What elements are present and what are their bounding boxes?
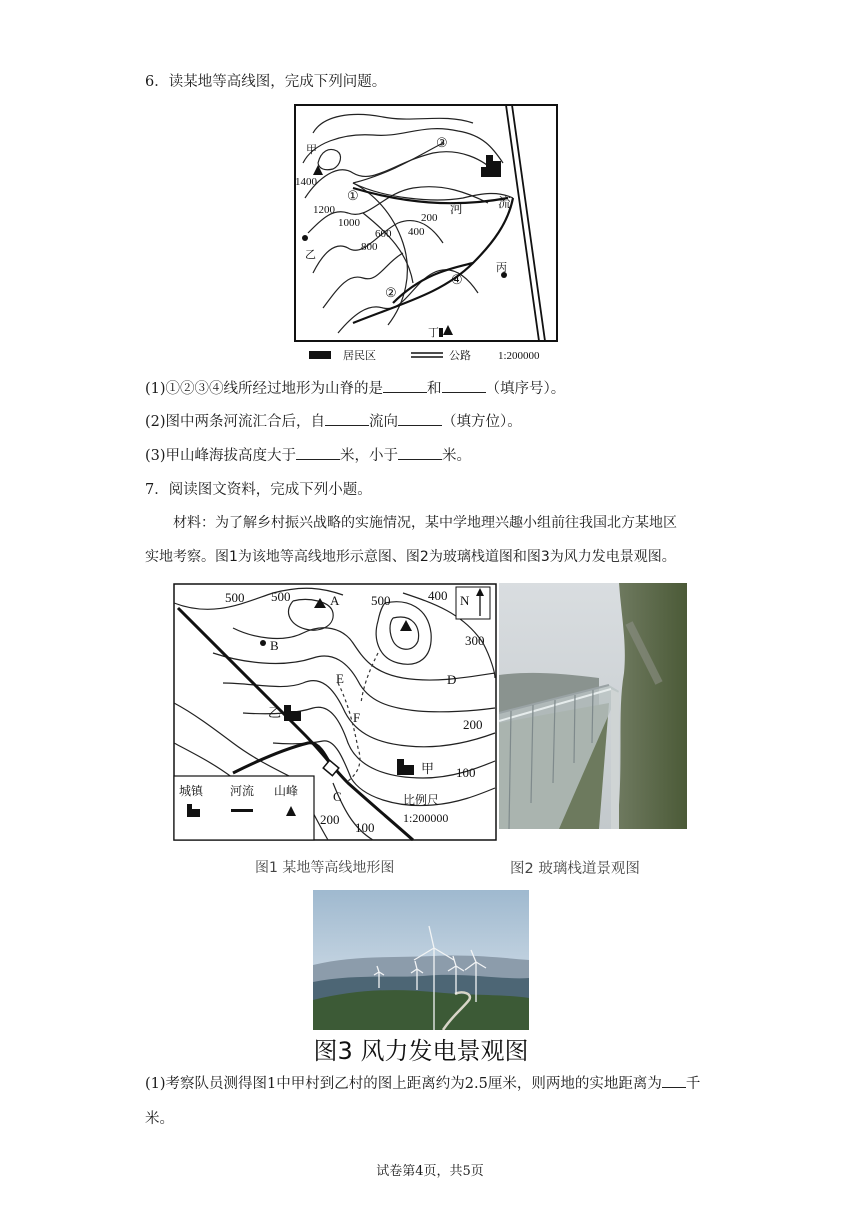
answer-blank[interactable] <box>325 411 369 426</box>
q6-scale: 1:200000 <box>498 350 540 362</box>
q6-label-ding: 丁 <box>428 327 439 339</box>
q7-fig3-wind-power-photo <box>313 890 529 1030</box>
fig1-contour-500-a: 500 <box>225 590 245 605</box>
fig1-contour-100-b: 100 <box>355 820 375 835</box>
answer-blank[interactable] <box>383 378 427 393</box>
page-footer: 试卷第4页，共5页 <box>376 1164 484 1179</box>
q6-line-4: ④ <box>451 272 463 287</box>
q6-label-bing: 丙 <box>496 262 507 274</box>
q6-label-he: 河 <box>450 201 464 216</box>
q7-fig1-caption: 图1 某地等高线地形图 <box>255 860 395 876</box>
fig1-scale-label: 比例尺 <box>403 793 440 807</box>
fig1-label-yi: 乙 <box>268 705 282 720</box>
fig1-label-D: D <box>447 672 457 687</box>
q6-line-2: ② <box>385 285 397 300</box>
q6-sub1: (1)①②③④线所经过地形为山脊的是 和 （填序号）。 <box>145 378 565 399</box>
fig1-contour-100-a: 100 <box>456 765 476 780</box>
q7-material-line2: 实地考察。图1为该地等高线地形示意图、图2为玻璃栈道图和图3为风力发电景观图。 <box>145 549 676 565</box>
fig1-legend-town: 城镇 <box>179 784 204 798</box>
answer-blank[interactable] <box>296 445 340 460</box>
fig1-label-E: E <box>336 671 344 686</box>
fig1-contour-200-a: 200 <box>463 717 483 732</box>
q6-legend-residential: 居民区 <box>343 350 376 362</box>
answer-blank[interactable] <box>398 445 442 460</box>
fig1-scale-value: 1:200000 <box>403 811 449 825</box>
fig1-contour-500-b: 500 <box>271 589 291 604</box>
fig1-legend-peak: 山峰 <box>274 784 299 798</box>
q6-sub3: (3)甲山峰海拔高度大于 米，小于 米。 <box>145 445 471 466</box>
q6-line-3: ③ <box>436 135 448 150</box>
q6-contour-400: 400 <box>408 226 425 238</box>
q6-contour-200: 200 <box>421 212 438 224</box>
q7-sub1-line1: (1)考察队员测得图1中甲村到乙村的图上距离约为2.5厘米，则两地的实地距离为 千 <box>145 1073 700 1094</box>
fig1-label-C: C <box>333 789 342 804</box>
q6-contour-800: 800 <box>361 241 378 253</box>
fig1-contour-200-b: 200 <box>320 812 340 827</box>
q7-fig2-caption: 图2 玻璃栈道景观图 <box>510 861 640 877</box>
fig1-label-A: A <box>330 593 340 608</box>
answer-blank[interactable] <box>398 411 442 426</box>
q6-contour-1400: 1400 <box>295 176 317 188</box>
q6-contour-1000: 1000 <box>338 217 360 229</box>
q6-contour-600: 600 <box>375 228 392 240</box>
answer-blank[interactable] <box>662 1073 686 1088</box>
q7-sub1-line2: 米。 <box>145 1111 174 1127</box>
q7-material-line1: 材料：为了解乡村振兴战略的实施情况，某中学地理兴趣小组前往我国北方某地区 <box>173 515 677 531</box>
fig1-label-F: F <box>353 710 361 725</box>
q6-label-liu: 流 <box>498 195 512 210</box>
answer-blank[interactable] <box>442 378 486 393</box>
q7-fig1-contour-map <box>173 583 497 841</box>
q7-stem: 7．阅读图文资料，完成下列小题。 <box>145 482 372 498</box>
q6-contour-1200: 1200 <box>313 204 335 216</box>
fig1-legend-river: 河流 <box>230 784 255 798</box>
q6-stem: 6．读某地等高线图，完成下列问题。 <box>145 74 387 90</box>
fig1-label-jia: 甲 <box>421 761 435 776</box>
q6-legend-road: 公路 <box>449 350 471 362</box>
fig1-north-label: N <box>460 593 470 608</box>
fig1-contour-500-c: 500 <box>371 593 391 608</box>
q6-line-1: ① <box>347 188 359 203</box>
fig1-contour-400: 400 <box>428 588 448 603</box>
q7-fig2-glass-walkway-photo <box>499 583 687 829</box>
q6-label-jia: 甲 <box>306 144 317 156</box>
q7-fig3-caption: 图3 风力发电景观图 <box>313 1037 529 1065</box>
q6-sub2: (2)图中两条河流汇合后，自 流向 （填方位）。 <box>145 411 522 432</box>
fig1-contour-300: 300 <box>465 633 485 648</box>
fig1-label-B: B <box>270 638 279 653</box>
q6-contour-map <box>293 103 561 368</box>
q6-label-yi: 乙 <box>305 249 316 261</box>
